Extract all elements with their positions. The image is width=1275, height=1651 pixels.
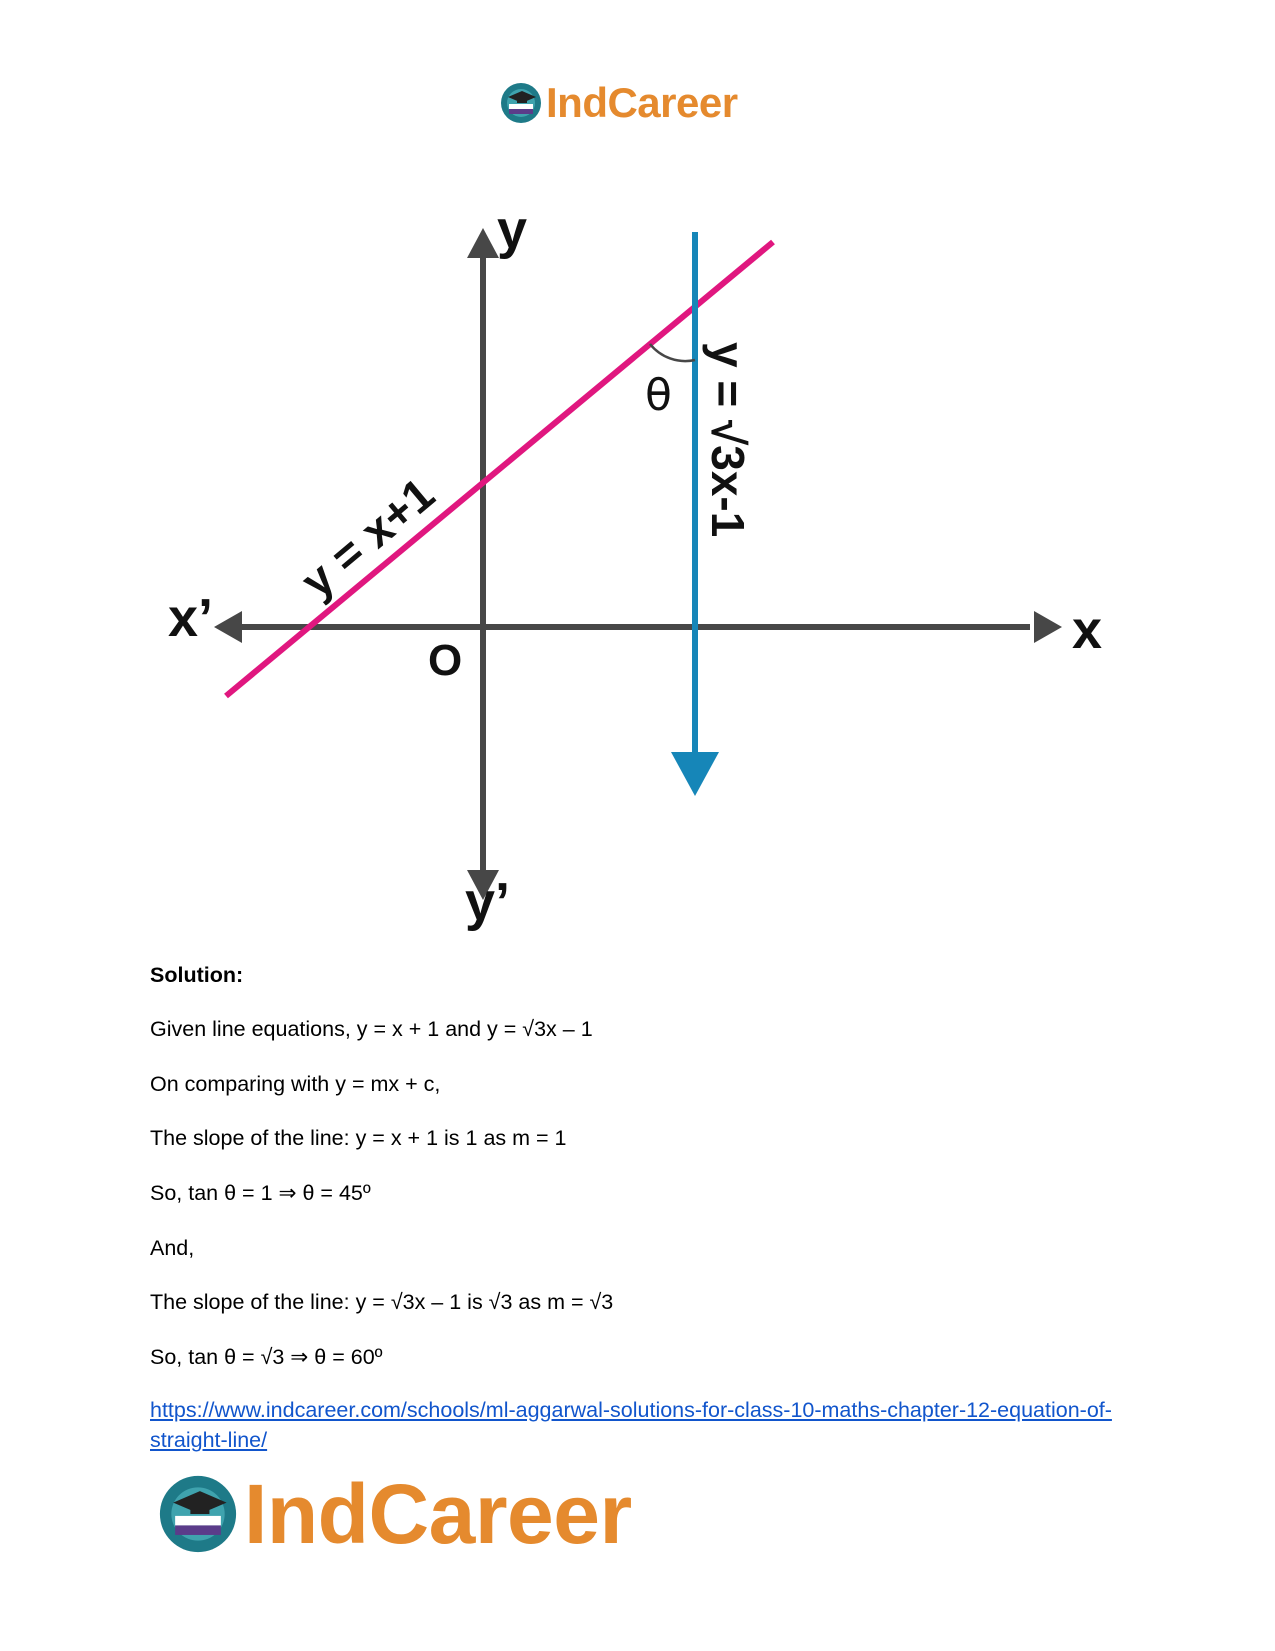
graduation-books-icon	[158, 1474, 238, 1554]
x-axis-arrow-left	[214, 611, 242, 643]
x-axis-label: x	[1072, 600, 1103, 660]
footer-logo-text: IndCareer	[244, 1467, 632, 1561]
solution-line-1: Given line equations, y = x + 1 and y = √3x – 1	[150, 1017, 593, 1041]
line2-label: y = √3x-1	[702, 342, 754, 538]
line1-label: y = x+1	[291, 467, 444, 608]
solution-line-3: The slope of the line: y = x + 1 is 1 as m = 1	[150, 1126, 567, 1150]
header-logo-text: IndCareer	[546, 79, 738, 126]
y-axis-label: y	[497, 200, 528, 260]
y-prime-axis-label: y’	[465, 872, 511, 932]
footer-logo	[158, 1466, 632, 1562]
solution-line-7: So, tan θ = √3 ⇒ θ = 60º	[150, 1345, 383, 1369]
solution-line-5: And,	[150, 1236, 195, 1260]
x-axis-arrow-right	[1034, 611, 1062, 643]
solution-line-4: So, tan θ = 1 ⇒ θ = 45º	[150, 1181, 371, 1205]
solution-heading: Solution:	[150, 963, 244, 987]
solution-line-6: The slope of the line: y = √3x – 1 is √3 as m = √3	[150, 1290, 614, 1314]
solution-line-2: On comparing with y = mx + c,	[150, 1072, 441, 1096]
origin-label: O	[428, 636, 463, 685]
angle-label: θ	[645, 370, 672, 421]
line2-arrow-down	[671, 752, 719, 796]
source-link[interactable]: https://www.indcareer.com/schools/ml-aggarwal-solutions-for-class-10-maths-chapter-12-equation-of-straight-line/	[150, 1398, 1112, 1452]
angle-arc	[650, 344, 695, 361]
y-axis-arrow-up	[467, 228, 499, 258]
x-prime-axis-label: x’	[168, 588, 214, 648]
